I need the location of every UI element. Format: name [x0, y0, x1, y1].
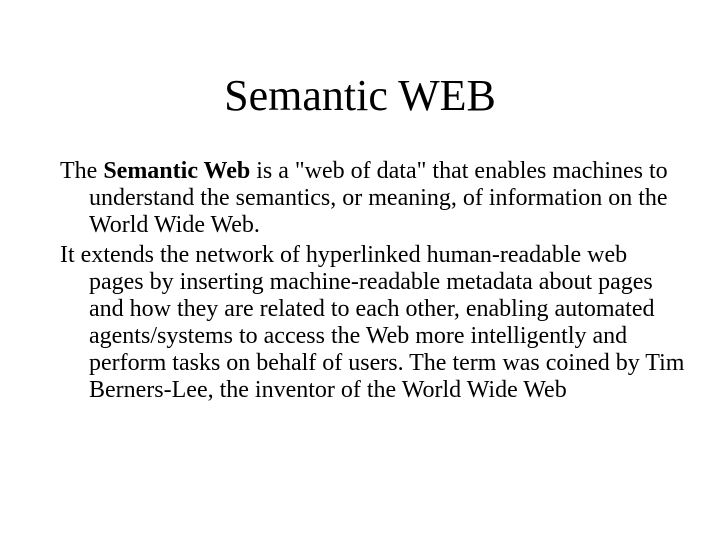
paragraph-definition-text: is a "web of data" that enables machines to understand the semantics, or meaning, of information on the World Wide Web. — [89, 158, 668, 238]
semantic-web-term: Semantic Web — [103, 158, 251, 184]
paragraph-definition — [60, 158, 685, 239]
slide-title: Semantic WEB — [224, 71, 496, 120]
paragraph-description: It extends the network of hyperlinked human-readable web pages by inserting machine-readable metadata about pages and how they are related to each other, enabling automated agents/systems to access the Web more intelligently and perform tasks on behalf of users. The term was coined by Tim Berners-Lee, the inventor of the World Wide Web — [60, 242, 685, 403]
paragraph-lead-text: The — [60, 158, 104, 184]
slide-body — [60, 158, 685, 407]
